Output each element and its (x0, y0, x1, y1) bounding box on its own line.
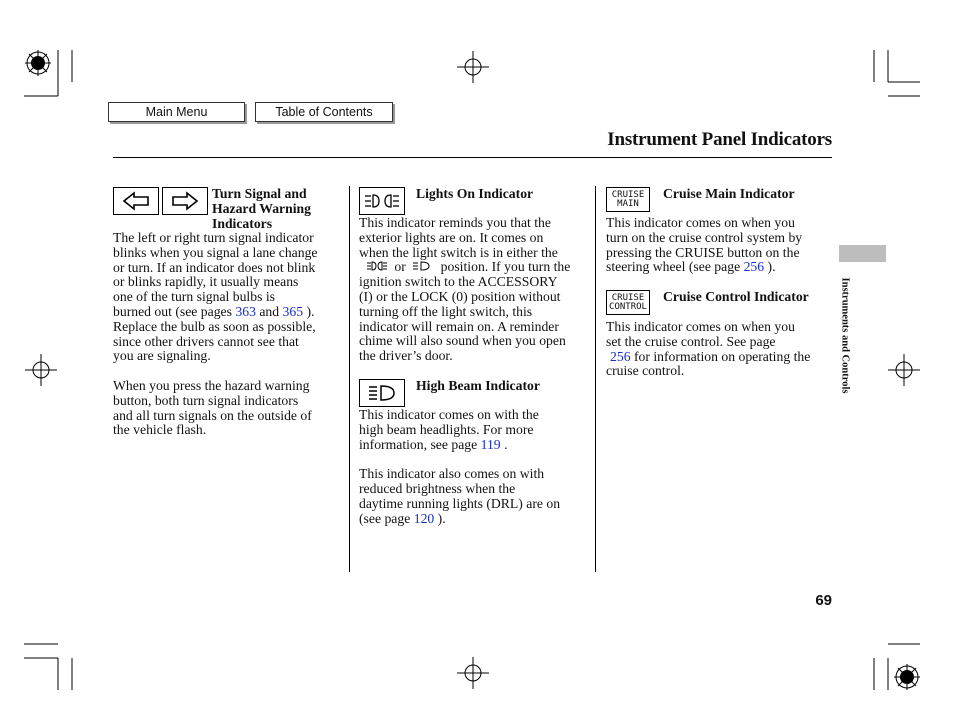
page-link-363[interactable]: 363 (235, 303, 256, 319)
page-link-256[interactable]: 256 (743, 259, 765, 275)
cruise-control-heading: Cruise Control Indicator (663, 289, 809, 304)
section-tab (839, 245, 886, 262)
cruise-main-icon: CRUISE MAIN (606, 187, 650, 212)
table-of-contents-button[interactable]: Table of Contents (255, 102, 393, 122)
high-beam-heading: High Beam Indicator (416, 378, 540, 393)
page-link-365[interactable]: 365 (282, 303, 304, 319)
column-divider-1 (349, 186, 350, 572)
cruise-control-icon: CRUISE CONTROL (606, 290, 650, 315)
right-turn-signal-icon (162, 187, 208, 215)
high-beam-text: This indicator comes on with the high beam headlights. For more information, see page 119 . This indicator also comes on with reduced brightness when the daytime running lights (DRL) are on (see page 120 ). (359, 407, 561, 526)
turn-signal-heading: Turn Signal and Hazard Warning Indicators (212, 186, 311, 231)
lights-on-icon (359, 187, 405, 215)
page-link-119[interactable]: 119 (480, 436, 501, 452)
high-beam-icon (359, 379, 405, 407)
left-turn-signal-icon (113, 187, 159, 215)
cruise-main-heading: Cruise Main Indicator (663, 186, 795, 201)
cruise-main-text: This indicator comes on when you turn on the cruise control system by pressing the CRUISE button on the steering wheel (see page 256 ). (606, 215, 803, 275)
column-divider-2 (595, 186, 596, 572)
page-link-256-b[interactable]: 256 (610, 348, 631, 364)
page-number: 69 (815, 592, 832, 609)
lights-on-heading: Lights On Indicator (416, 186, 534, 201)
title-rule (113, 157, 832, 158)
page-title: Instrument Panel Indicators (607, 129, 832, 150)
turn-signal-text: The left or right turn signal indicator blinks when you signal a lane change or turn. If an indicator does not blink or blinks rapidly, it usually means one of the turn signal bulbs is burned out (see pages 363 and 365 ). Replace the bulb as soon as possible, since other drivers cannot see that you are signaling. When you press the hazard warning button, both turn signal indicators and all turn signals on the outside of the vehicle flash. (113, 230, 318, 438)
headlight-icon (413, 261, 431, 272)
section-label: Instruments and Controls (839, 277, 851, 394)
parking-light-icon (367, 261, 387, 272)
main-menu-button[interactable]: Main Menu (108, 102, 245, 122)
page-link-120[interactable]: 120 (413, 510, 435, 526)
lights-on-text: This indicator reminds you that the exterior lights are on. It comes on when the light switch is in either the or position. If you turn the ignition switch to the ACCESSORY (I) or the LOCK (0) position without turning off the light switch, this indicator will remain on. A reminder chime will also sound when you open the driver’s door. (359, 215, 571, 364)
cruise-control-text: This indicator comes on when you set the cruise control. See page 256 for information on operating the cruise control. (606, 319, 811, 379)
